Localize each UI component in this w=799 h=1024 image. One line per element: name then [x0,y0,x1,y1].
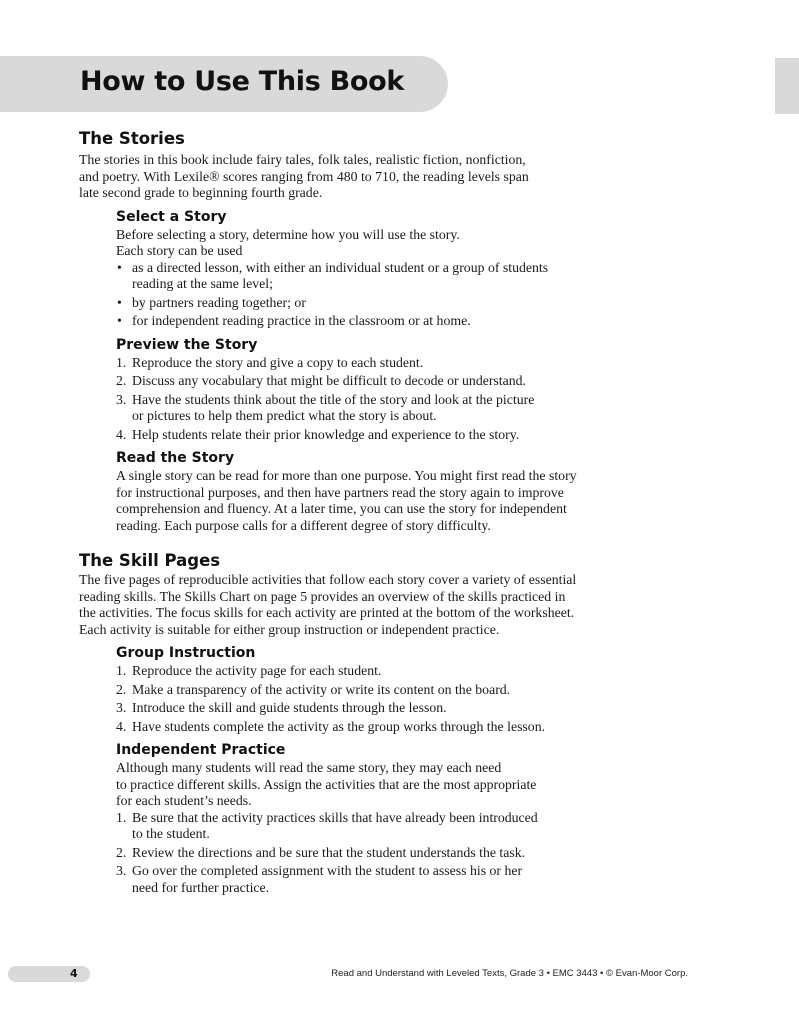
preview-story-section [116,336,639,444]
text-line: for each student’s needs. [116,793,252,808]
list-item [116,427,639,444]
item-number: 3. [116,700,127,715]
group-steps-list [116,663,639,735]
item-number: 2. [116,681,127,697]
preview-steps-list [116,355,639,444]
skill-pages-heading: The Skill Pages [79,551,221,570]
page-content [79,128,639,898]
item-number: 1. [116,809,127,825]
item-number: 2. [116,844,127,860]
text-line: Before selecting a story, determine how you will use the story. [116,226,460,242]
list-item [116,260,639,293]
text-line: Make a transparency of the activity or write its content on the board. [132,681,511,697]
item-number: 1. [116,354,127,370]
list-item [116,845,639,862]
text-line: Reproduce the activity page for each student. [132,663,382,678]
select-story-text [116,227,639,260]
list-item [116,295,639,312]
side-tab [775,58,799,114]
item-number: 3. [116,863,127,878]
list-item [116,373,639,390]
text-line: Although many students will read the same story, they may each need [116,760,502,775]
text-line: the activities. The focus skills for each activity are printed at the bottom of the worksheet. [79,605,575,620]
page-number: 4 [70,967,78,980]
group-instruction-section [116,644,639,735]
independent-practice-heading: Independent Practice [116,742,286,758]
independent-steps-list [116,810,639,897]
text-line: Each activity is suitable for either group instruction or independent practice. [79,621,500,637]
read-story-text [116,468,639,534]
page-title: How to Use This Book [80,66,405,97]
text-line: Discuss any vocabulary that might be difficult to decode or understand. [132,373,527,388]
preview-story-heading: Preview the Story [116,336,258,353]
text-line: for independent reading practice in the classroom or at home. [132,313,471,328]
text-line: The five pages of reproducible activities that follow each story cover a variety of essential [79,572,577,587]
skill-pages-intro [79,572,639,638]
read-story-section [116,449,639,534]
list-item [116,700,639,717]
list-item [116,663,639,680]
text-line: reading at the same level; [132,276,273,291]
select-story-section [116,208,639,330]
text-line: Introduce the skill and guide students through the lesson. [132,700,447,715]
text-line: comprehension and fluency. At a later time, you can use the story for independent [116,501,567,516]
stories-heading: The Stories [79,129,185,148]
footer-citation: Read and Understand with Leveled Texts, Grade 3 • EMC 3443 • © Evan-Moor Corp. [331,968,688,979]
text-line: Be sure that the activity practices skills that have already been introduced [132,809,538,825]
list-item [116,719,639,736]
select-story-heading: Select a Story [116,208,227,225]
text-line: as a directed lesson, with either an individual student or a group of students [132,259,549,275]
list-item [116,313,639,330]
list-item [116,355,639,372]
bullet-icon: • [117,313,122,328]
text-line: The stories in this book include fairy tales, folk tales, realistic fiction, nonfiction, [79,152,526,167]
item-number: 4. [116,718,127,734]
text-line: to practice different skills. Assign the activities that are the most appropriate [116,776,537,792]
text-line: Each story can be used [116,243,243,258]
list-item [116,392,639,425]
independent-practice-text [116,760,639,810]
text-line: Reproduce the story and give a copy to each student. [132,354,424,370]
bullet-icon: • [117,294,122,310]
list-item [116,863,639,896]
item-number: 4. [116,426,127,442]
text-line: or pictures to help them predict what the story is about. [132,408,437,423]
text-line: for instructional purposes, and then have partners read the story again to improve [116,484,564,500]
text-line: Review the directions and be sure that the student understands the task. [132,844,526,860]
list-item [116,682,639,699]
text-line: and poetry. With Lexile® scores ranging from 480 to 710, the reading levels span [79,168,529,184]
text-line: Go over the completed assignment with the student to assess his or her [132,863,523,878]
usage-list [116,260,639,330]
list-item [116,810,639,843]
text-line: Have the students think about the title of the story and look at the picture [132,391,535,407]
text-line: need for further practice. [132,879,270,895]
item-number: 3. [116,391,127,407]
item-number: 2. [116,373,127,388]
read-story-heading: Read the Story [116,450,235,466]
bullet-icon: • [117,259,122,275]
item-number: 1. [116,663,127,678]
group-instruction-heading: Group Instruction [116,645,256,661]
text-line: Help students relate their prior knowledge and experience to the story. [132,426,520,442]
stories-intro [79,152,639,202]
text-line: by partners reading together; or [132,294,306,310]
text-line: to the student. [132,826,210,841]
text-line: reading skills. The Skills Chart on page 5 provides an overview of the skills practiced in [79,588,566,604]
text-line: A single story can be read for more than one purpose. You might first read the story [116,468,577,483]
independent-practice-section [116,741,639,896]
text-line: reading. Each purpose calls for a different degree of story difficulty. [116,517,491,533]
text-line: Have students complete the activity as the group works through the lesson. [132,718,546,734]
text-line: late second grade to beginning fourth grade. [79,185,323,200]
